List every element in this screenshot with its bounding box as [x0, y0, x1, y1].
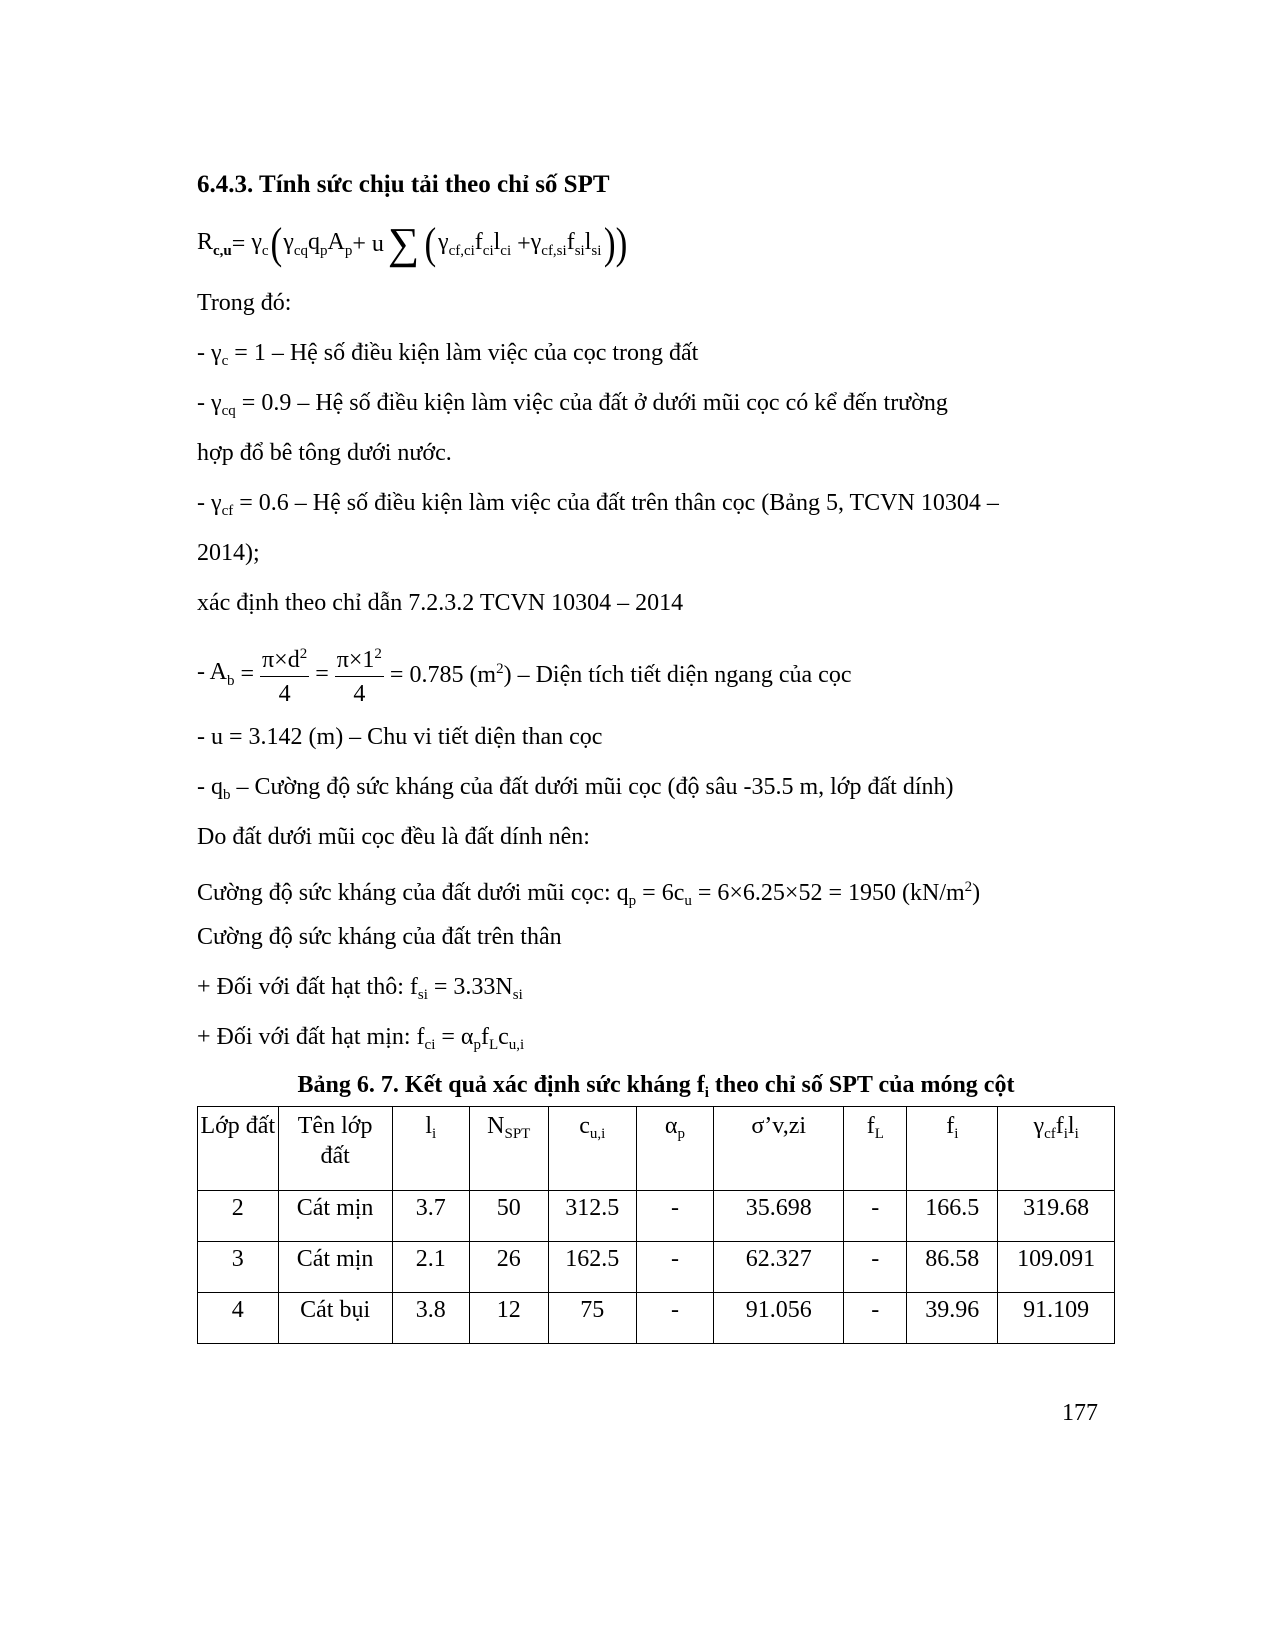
table-row	[198, 1293, 1115, 1344]
cell-ten: Cát mịn	[278, 1191, 392, 1242]
header-alpha: $\alpha_p$	[636, 1107, 713, 1191]
fraction-pi-d2	[260, 640, 309, 709]
formula-plus: +	[517, 230, 531, 257]
header-fl: $f_L$	[844, 1107, 907, 1191]
cell-sigma: 91.056	[714, 1293, 844, 1344]
coarse-soil-line: + Đối với đất hạt thô: $f_{si} = 3.33N_{si}$	[197, 974, 523, 1003]
gamma-c-line: - $\gamma_c = 1$ – Hệ số điều kiện làm việc của cọc trong đất	[197, 340, 699, 369]
cell-cu: 312.5	[548, 1191, 636, 1242]
area-eq-2: =	[315, 661, 329, 687]
formula-term-3: $\gamma_{cf,si}f_{si}l_{si}$	[530, 228, 602, 259]
cell-fl: -	[844, 1191, 907, 1242]
cell-cu: 75	[548, 1293, 636, 1344]
formula-close-parens: ))	[604, 219, 628, 268]
header-gamma-f-l: $\gamma_{cf}f_il_i$	[998, 1107, 1115, 1191]
cell-nspt: 50	[469, 1191, 548, 1242]
formula-open-paren: (	[270, 219, 282, 268]
section-heading: 6.4.3. Tính sức chịu tải theo chỉ số SPT	[197, 171, 610, 198]
tip-resistance-line: Cường độ sức kháng của đất dưới mũi cọc: $q_p = 6c_u = 6\times 6.25\times 52 = 1950$ $(kN/m^2)$	[197, 879, 981, 909]
header-lop-dat: Lớp đất	[198, 1107, 279, 1191]
header-sigma: σ’v,zi	[714, 1107, 844, 1191]
area-formula	[197, 640, 851, 709]
table-row	[198, 1242, 1115, 1293]
cell-fi: 39.96	[907, 1293, 998, 1344]
fraction-denominator: 4	[353, 681, 366, 707]
cell-fi: 166.5	[907, 1191, 998, 1242]
header-nspt: $N_{SPT}$	[469, 1107, 548, 1191]
cell-ten: Cát bụi	[278, 1293, 392, 1344]
spt-resistance-table	[197, 1106, 1115, 1344]
header-fi: $f_i$	[907, 1107, 998, 1191]
cell-ten: Cát mịn	[278, 1242, 392, 1293]
cell-gfl: 319.68	[998, 1191, 1115, 1242]
cell-alpha: -	[636, 1293, 713, 1344]
header-cui: $c_{u,i}$	[548, 1107, 636, 1191]
cell-lop: 2	[198, 1191, 279, 1242]
page-number: 177	[1062, 1400, 1098, 1426]
cell-nspt: 26	[469, 1242, 548, 1293]
cell-li: 2.1	[392, 1242, 469, 1293]
formula-term-2: $\gamma_{cf,ci}f_{ci}l_{ci}$	[437, 228, 512, 259]
gamma-cf-line: - $\gamma_{cf} = 0.6$ – Hệ số điều kiện làm việc của đất trên thân cọc (Bảng 5, TCVN 10304 –	[197, 490, 999, 519]
fraction-numerator: $\pi\times 1^2$	[335, 640, 384, 677]
cell-gfl: 91.109	[998, 1293, 1115, 1344]
table-header-row	[198, 1107, 1115, 1191]
cell-li: 3.8	[392, 1293, 469, 1344]
fraction-numerator: $\pi\times d^2$	[260, 640, 309, 677]
fine-soil-line: + Đối với đất hạt mịn: $f_{ci} = \alpha_pf_Lc_{u,i}$	[197, 1024, 525, 1053]
qb-line: - $q_b$ – Cường độ sức kháng của đất dưới mũi cọc (độ sâu -35.5 m, lớp đất dính)	[197, 774, 954, 803]
fraction-pi-12	[335, 640, 384, 709]
trong-do-label: Trong đó:	[197, 290, 292, 316]
cell-li: 3.7	[392, 1191, 469, 1242]
cell-fi: 86.58	[907, 1242, 998, 1293]
area-lhs: - $A_b$	[197, 659, 235, 689]
table-row	[198, 1191, 1115, 1242]
bearing-capacity-formula	[197, 219, 631, 268]
gamma-cq-line-cont: hợp đổ bê tông dưới nước.	[197, 440, 452, 466]
gamma-cq-line: - $\gamma_{cq} = 0.9$ – Hệ số điều kiện làm việc của đất ở dưới mũi cọc có kể đến trường	[197, 390, 948, 419]
formula-term-1: $\gamma_{cq}q_pA_p$	[283, 228, 353, 259]
formula-sum-symbol: ∑	[387, 219, 420, 268]
area-result: = 0.785 $(m^2)$ – Diện tích tiết diện ngang của cọc	[389, 660, 852, 688]
formula-plus-u: + u	[352, 230, 384, 257]
perimeter-line: - u = 3.142 (m) – Chu vi tiết diện than cọc	[197, 724, 603, 750]
cell-fl: -	[844, 1242, 907, 1293]
header-ten-lop-dat: Tên lớp đất	[278, 1107, 392, 1191]
cell-fl: -	[844, 1293, 907, 1344]
shaft-resistance-line: Cường độ sức kháng của đất trên thân	[197, 924, 562, 950]
cell-sigma: 62.327	[714, 1242, 844, 1293]
cell-nspt: 12	[469, 1293, 548, 1344]
formula-equals: =	[231, 230, 246, 257]
formula-open-paren-2: (	[424, 219, 437, 268]
cell-alpha: -	[636, 1242, 713, 1293]
cell-gfl: 109.091	[998, 1242, 1115, 1293]
area-eq-1: =	[240, 661, 255, 687]
header-li: $l_i$	[392, 1107, 469, 1191]
reference-line: xác định theo chỉ dẫn 7.2.3.2 TCVN 10304 – 2014	[197, 590, 684, 616]
formula-lhs: $R_{c,u}$	[197, 228, 232, 259]
cell-sigma: 35.698	[714, 1191, 844, 1242]
cell-lop: 4	[198, 1293, 279, 1344]
cell-lop: 3	[198, 1242, 279, 1293]
cell-cu: 162.5	[548, 1242, 636, 1293]
table-caption: Bảng 6. 7. Kết quả xác định sức kháng $f_i$ theo chỉ số SPT của móng cột	[297, 1072, 1015, 1101]
cohesive-soil-line: Do đất dưới mũi cọc đều là đất dính nên:	[197, 824, 590, 850]
gamma-cf-line-cont: 2014);	[197, 540, 260, 566]
formula-gamma-c: $\gamma_c$	[251, 228, 269, 259]
cell-alpha: -	[636, 1191, 713, 1242]
fraction-denominator: 4	[278, 681, 291, 707]
